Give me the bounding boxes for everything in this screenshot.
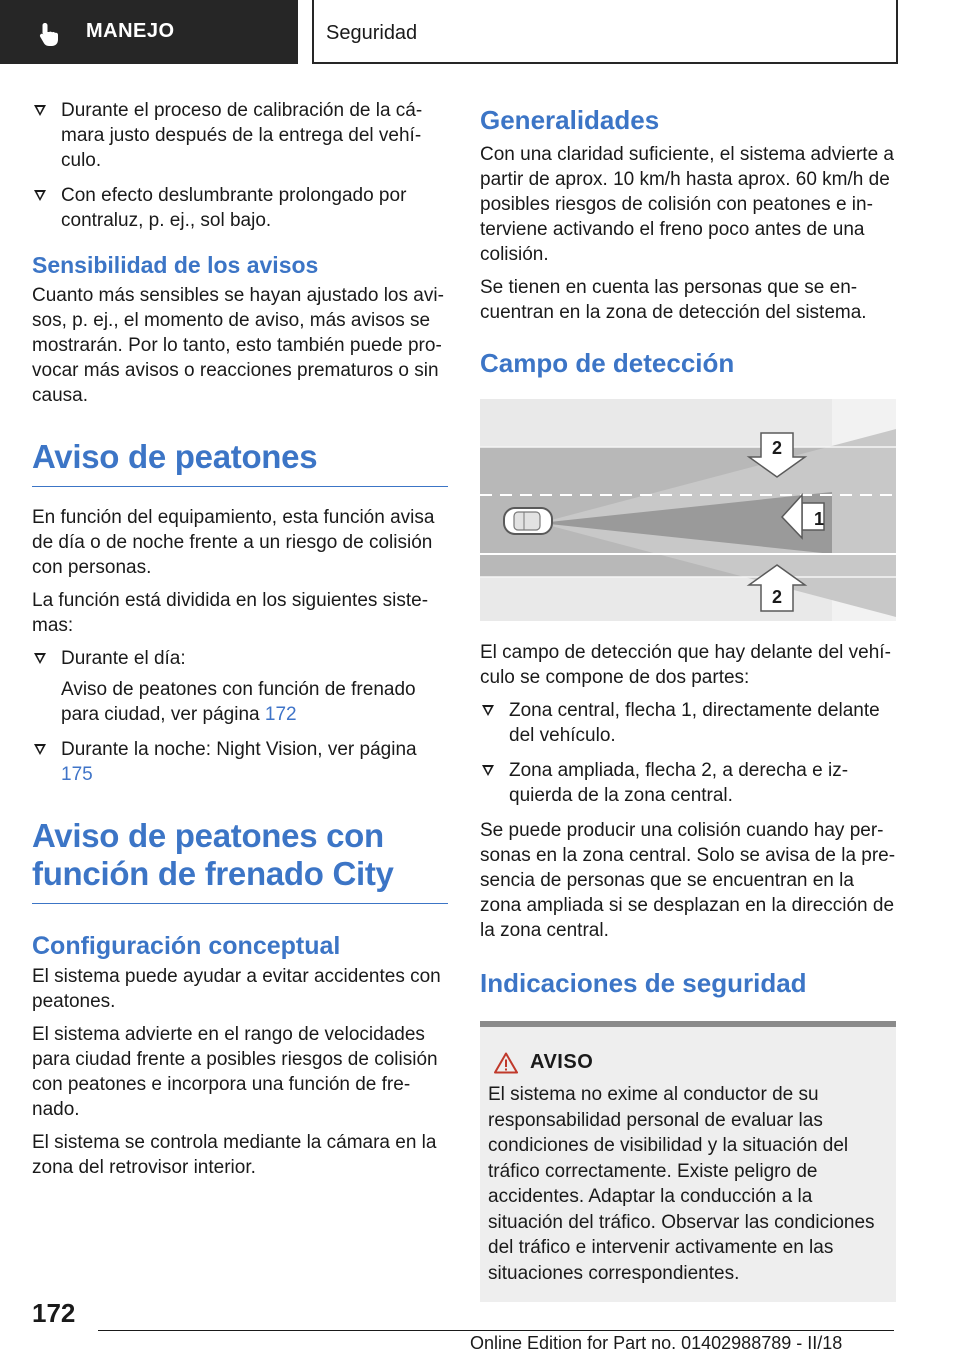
paragraph-sensibilidad: Cuanto más sensibles se hayan ajustado los avisos, p. ej., el momento de aviso, más avisos se mostrarán. Por lo tanto, esto también puede provocar más avisos o reacciones prematuros o sin causa. — [32, 285, 444, 406]
heading-aviso-peatones: Aviso de peatones — [32, 438, 318, 475]
car-icon — [504, 508, 552, 534]
heading-campo: Campo de detección — [480, 348, 735, 378]
triangle-bullet-icon — [34, 744, 46, 755]
list-item: Durante la noche: Night Vision, ver página 175 — [32, 737, 448, 787]
list-item: Durante el día: Aviso de peatones con función de frenado para ciudad, ver página 172 — [32, 646, 448, 727]
intro-bullet-list — [32, 98, 448, 233]
heading-city-wrap — [32, 817, 448, 904]
footer-divider — [98, 1330, 894, 1331]
paragraph-campo-1: El campo de detección que hay delante del vehículo se compone de dos partes: — [480, 642, 891, 688]
footer-edition: Online Edition for Part no. 01402988789 - II/18 — [470, 1333, 843, 1353]
hand-pointer-icon — [36, 20, 64, 48]
triangle-bullet-icon — [34, 190, 46, 201]
heading-aviso-wrap — [32, 438, 448, 487]
list-item: Con efecto deslumbrante prolongado por contraluz, p. ej., sol bajo. — [32, 183, 448, 233]
list-item: Durante el proceso de calibración de la cámara justo después de la entrega del vehículo. — [32, 98, 448, 173]
svg-text:2: 2 — [771, 438, 783, 458]
warning-text: El sistema no exime al conductor de su responsabilidad personal de evaluar las condiciones de visibilidad y la situación del tráfico correctamente. Existe peligro de accidentes. Adaptar la conducción a la situación del tráfico. Observar las condiciones del tráfico e intervenir activamente en las situaciones correspondientes. — [488, 1084, 875, 1284]
right-column — [480, 104, 896, 1302]
paragraph-generalidades-1: Con una claridad suficiente, el sistema advierte a partir de aprox. 10 km/h hasta aprox. 60 km/h de posibles riesgos de colisión con peatones e interviene activando el freno poco antes de una colisión. — [480, 144, 895, 265]
svg-text:2: 2 — [771, 587, 783, 607]
list-item: Zona ampliada, flecha 2, a derecha e izquierda de la zona central. — [480, 758, 896, 808]
page-link-175[interactable]: 175 — [61, 764, 93, 785]
paragraph-aviso-2: La función está dividida en los siguientes sistemas: — [32, 590, 429, 636]
paragraph-city-1: El sistema puede ayudar a evitar accidentes con peatones. — [32, 966, 441, 1012]
paragraph-city-3: El sistema se controla mediante la cámara en la zona del retrovisor interior. — [32, 1132, 437, 1178]
heading-generalidades: Generalidades — [480, 105, 660, 135]
left-column — [32, 98, 448, 1188]
paragraph-aviso-1: En función del equipamiento, esta función avisa de día o de noche frente a un riesgo de colisión con personas. — [32, 507, 435, 578]
header-chapter-box — [312, 0, 898, 64]
paragraph-generalidades-2: Se tienen en cuenta las personas que se encuentran en la zona de detección del sistema. — [480, 277, 867, 323]
heading-configuracion: Configuración conceptual — [32, 932, 341, 960]
header-chapter-label: Seguridad — [326, 22, 418, 44]
triangle-bullet-icon — [482, 765, 494, 776]
header-section-label: MANEJO — [86, 20, 175, 42]
campo-bullet-list — [480, 698, 896, 808]
warning-triangle-icon — [494, 1052, 518, 1074]
aviso-bullet-list — [32, 646, 448, 787]
triangle-bullet-icon — [34, 653, 46, 664]
heading-aviso-city: Aviso de peatones con función de frenado City — [32, 817, 394, 892]
heading-seguridad: Indicaciones de seguridad — [480, 968, 807, 998]
svg-text:1: 1 — [813, 509, 825, 529]
list-item: Zona central, flecha 1, directamente delante del vehículo. — [480, 698, 896, 748]
paragraph-city-2: El sistema advierte en el rango de velocidades para ciudad frente a posibles riesgos de colisión con peatones e incorpora una función de frenado. — [32, 1024, 438, 1120]
page-number: 172 — [32, 1298, 76, 1328]
header-section-tab[interactable] — [0, 0, 298, 64]
page-link-172[interactable]: 172 — [264, 704, 297, 725]
heading-sensibilidad: Sensibilidad de los avisos — [32, 252, 319, 278]
triangle-bullet-icon — [482, 705, 494, 716]
triangle-bullet-icon — [34, 105, 46, 116]
detection-field-diagram — [480, 399, 896, 621]
warning-box — [480, 1021, 896, 1302]
paragraph-campo-2: Se puede producir una colisión cuando hay personas en la zona central. Solo se avisa de la presencia de personas que se encuentran en la zona ampliada si se desplazan en la dirección de la zona central. — [480, 820, 896, 941]
warning-title: AVISO — [530, 1051, 594, 1073]
